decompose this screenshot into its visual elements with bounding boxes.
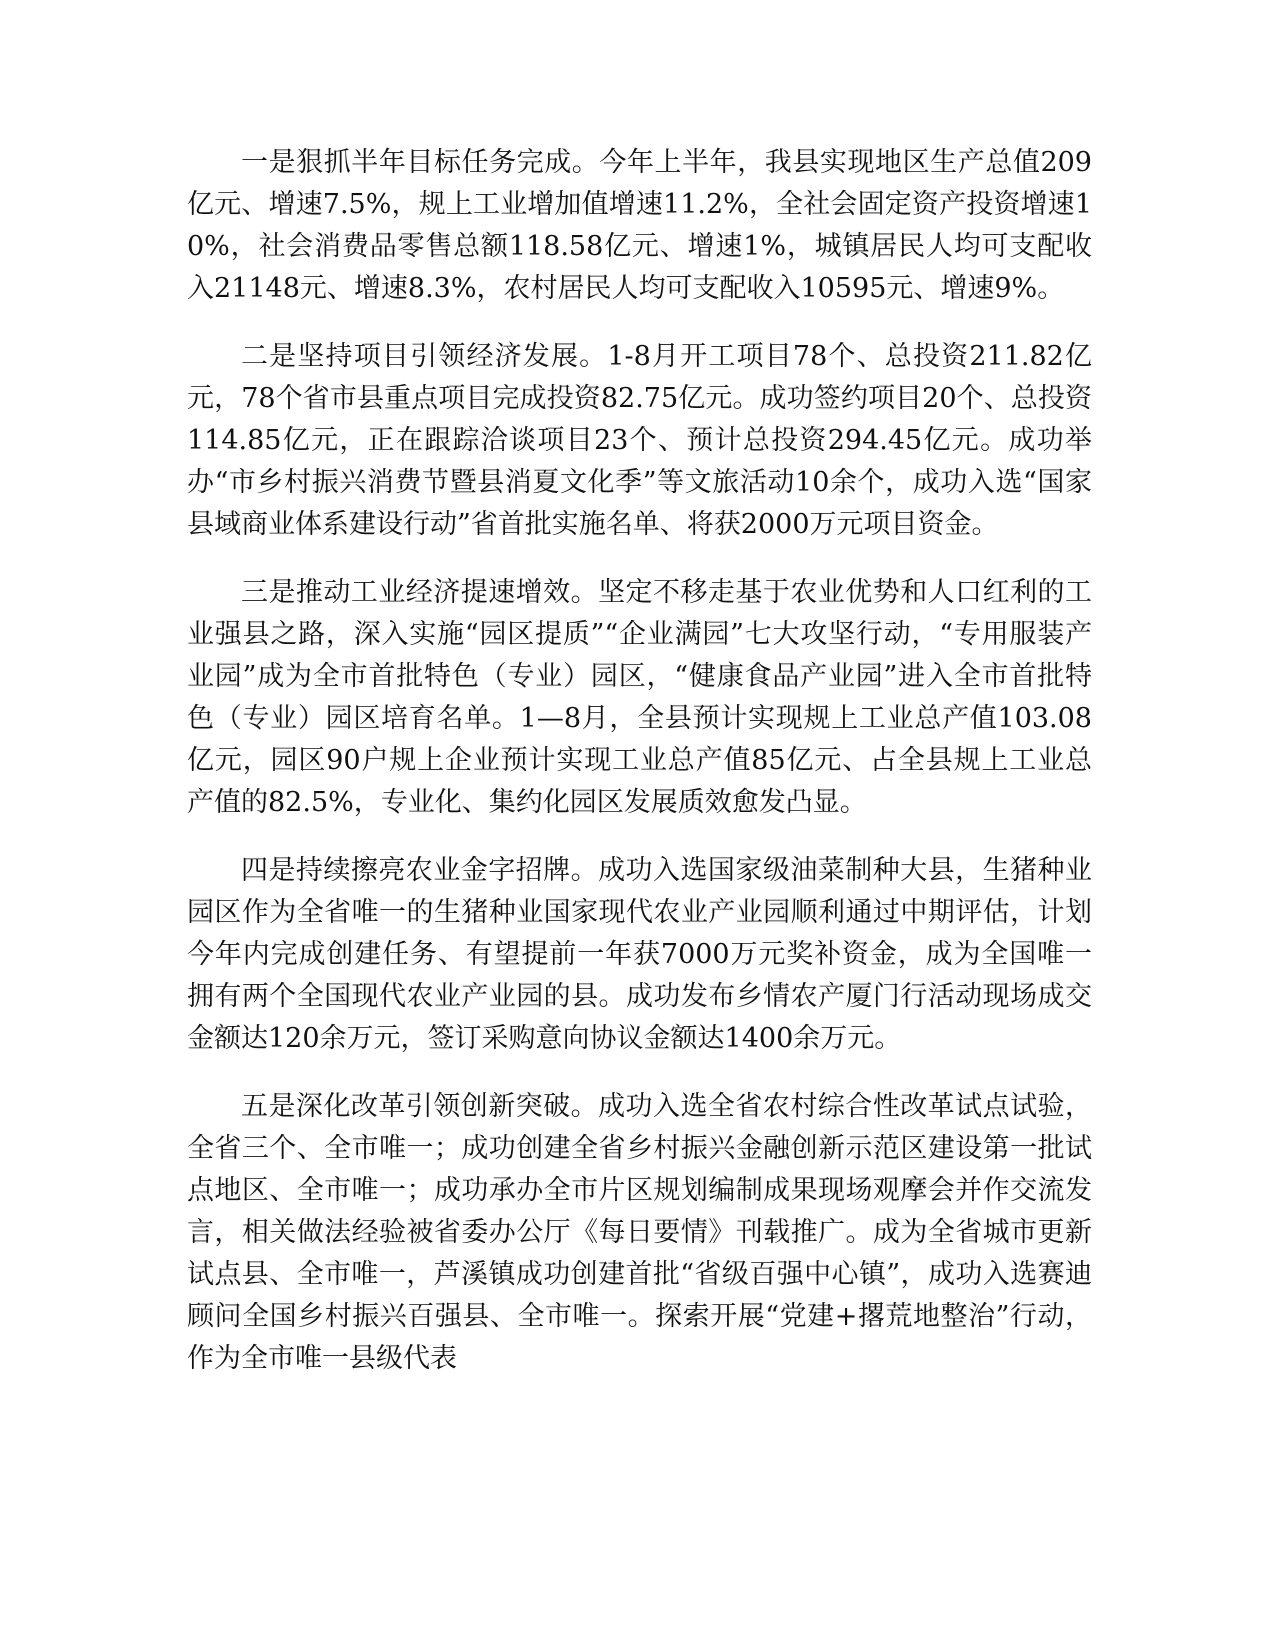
paragraph-1: 一是狠抓半年目标任务完成。今年上半年，我县实现地区生产总值209亿元、增速7.5%，规上工业增加值增速11.2%，全社会固定资产投资增速10%，社会消费品零售总额118.58亿元、增速1%，城镇居民人均可支配收入21148元、增速8.3%，农村居民人均可支配收入10595元、增速9%。 <box>187 147 1092 304</box>
paragraph-3: 三是推动工业经济提速增效。坚定不移走基于农业优势和人口红利的工业强县之路，深入实施“园区提质”“企业满园”七大攻坚行动，“专用服装产业园”成为全市首批特色（专业）园区，“健康食品产业园”进入全市首批特色（专业）园区培育名单。1—8月，全县预计实现规上工业总产值103.08亿元，园区90户规上企业预计实现工业总产值85亿元、占全县规上工业总产值的82.5%，专业化、集约化园区发展质效愈发凸显。 <box>187 577 1092 818</box>
paragraph-4: 四是持续擦亮农业金字招牌。成功入选国家级油菜制种大县，生猪种业园区作为全省唯一的生猪种业国家现代农业产业园顺利通过中期评估，计划今年内完成创建任务、有望提前一年获7000万元奖补资金，成为全国唯一拥有两个全国现代农业产业园的县。成功发布乡情农产厦门行活动现场成交金额达120余万元，签订采购意向协议金额达1400余万元。 <box>187 855 1092 1054</box>
paragraph-2: 二是坚持项目引领经济发展。1-8月开工项目78个、总投资211.82亿元，78个省市县重点项目完成投资82.75亿元。成功签约项目20个、总投资114.85亿元，正在跟踪洽谈项目23个、预计总投资294.45亿元。成功举办“市乡村振兴消费节暨县消夏文化季”等文旅活动10余个，成功入选“国家县域商业体系建设行动”省首批实施名单、将获2000万元项目资金。 <box>187 341 1092 540</box>
document-body <box>187 142 1092 1406</box>
paragraph-5: 五是深化改革引领创新突破。成功入选全省农村综合性改革试点试验，全省三个、全市唯一；成功创建全省乡村振兴金融创新示范区建设第一批试点地区、全市唯一；成功承办全市片区规划编制成果现场观摩会并作交流发言，相关做法经验被省委办公厅《每日要情》刊载推广。成为全省城市更新试点县、全市唯一，芦溪镇成功创建首批“省级百强中心镇”，成功入选赛迪顾问全国乡村振兴百强县、全市唯一。探索开展“党建+撂荒地整治”行动，作为全市唯一县级代表 <box>187 1091 1092 1374</box>
